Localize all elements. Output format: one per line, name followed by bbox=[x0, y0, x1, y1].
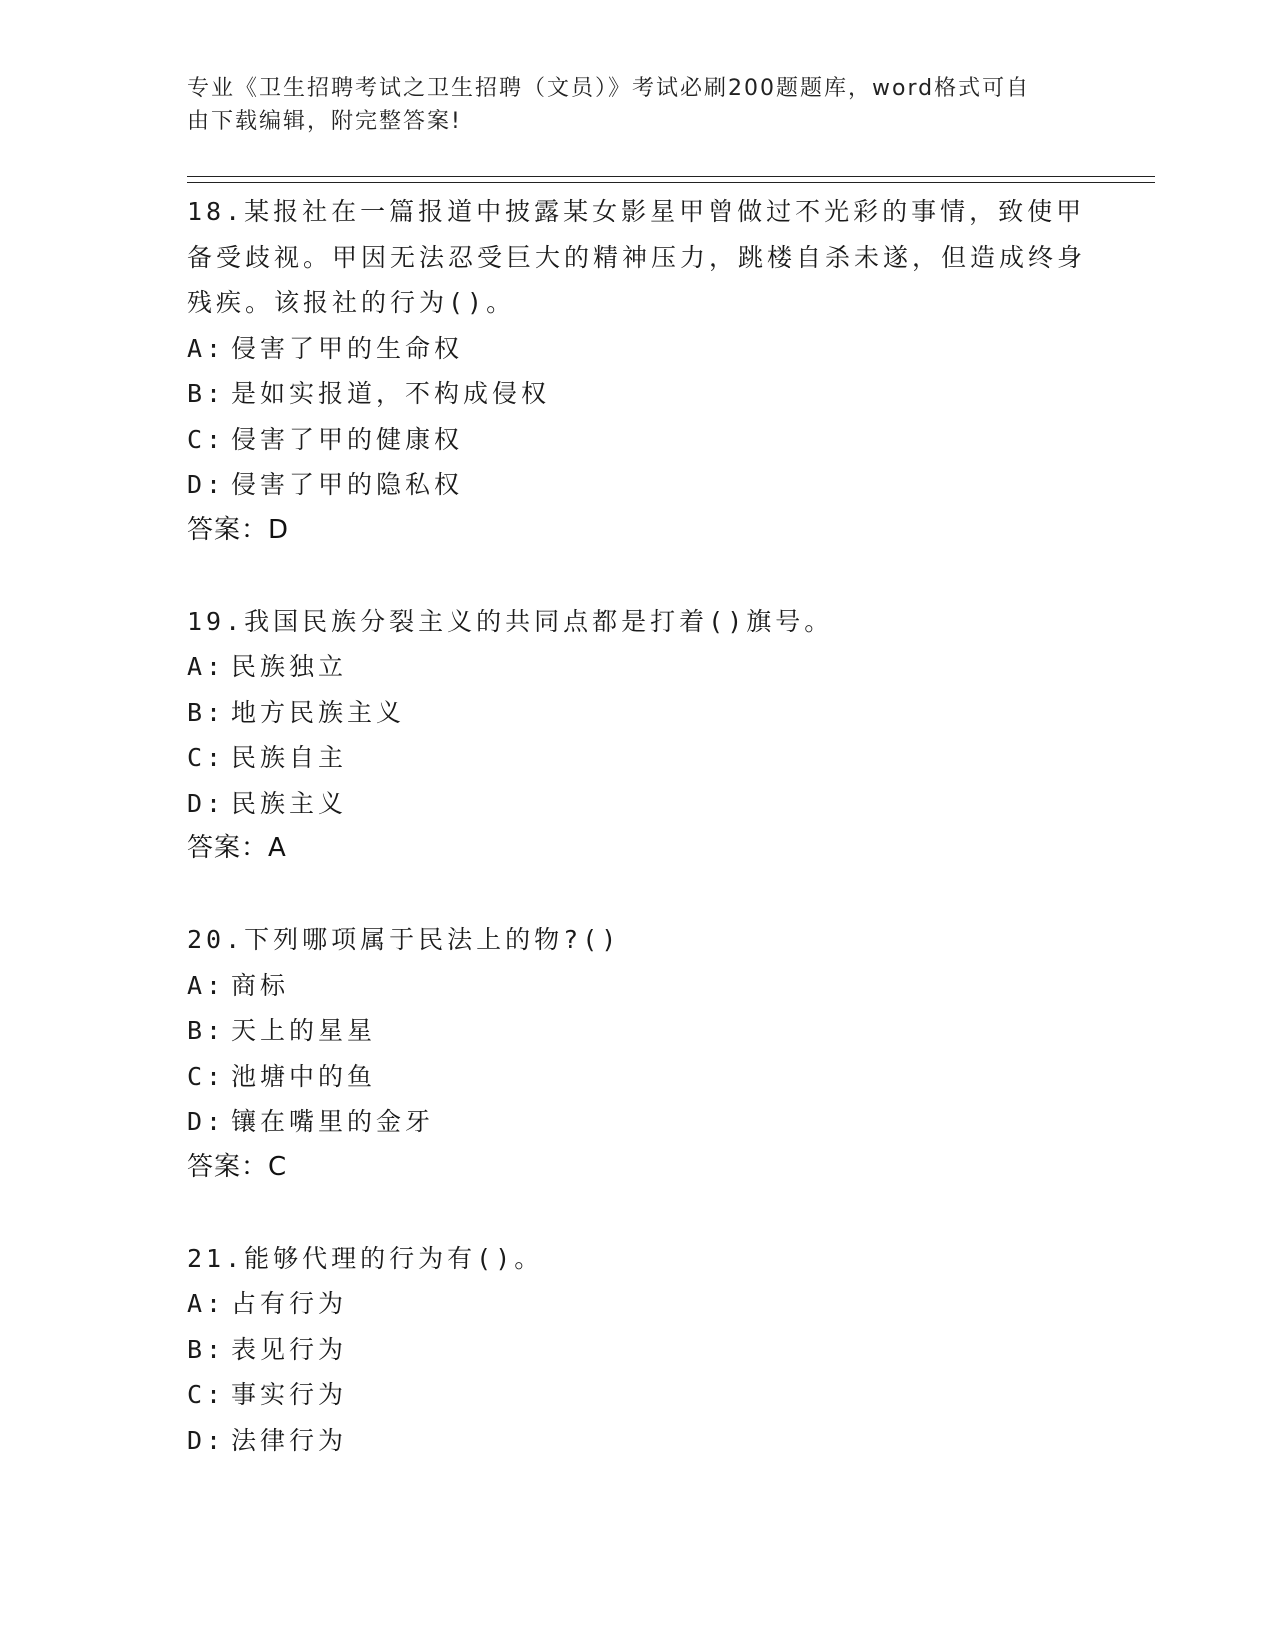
option-text: 侵害了甲的健康权 bbox=[231, 424, 464, 454]
option-text: 商标 bbox=[231, 970, 290, 1000]
option-text: 事实行为 bbox=[231, 1380, 348, 1409]
option-a bbox=[187, 326, 1087, 372]
answer-line: 答案：D bbox=[187, 514, 290, 545]
question-20 bbox=[187, 917, 1087, 1190]
header-rule-top bbox=[187, 176, 1155, 177]
question-text: 20.下列哪项属于民法上的物?() bbox=[187, 925, 621, 954]
option-key: A: bbox=[187, 970, 226, 1000]
header-line-2: 由下载编辑，附完整答案! bbox=[187, 109, 462, 134]
option-text: 侵害了甲的生命权 bbox=[231, 333, 464, 363]
answer-line: 答案：C bbox=[187, 1151, 288, 1182]
header-rule-bottom bbox=[187, 182, 1155, 183]
option-key: D: bbox=[187, 1425, 226, 1455]
option-text: 侵害了甲的隐私权 bbox=[231, 470, 464, 499]
option-a bbox=[187, 963, 1087, 1009]
option-text: 池塘中的鱼 bbox=[231, 1061, 377, 1091]
option-text: 天上的星星 bbox=[231, 1016, 377, 1045]
option-a bbox=[187, 644, 1087, 690]
question-list bbox=[187, 189, 1087, 1509]
option-key: B: bbox=[187, 1016, 226, 1045]
option-key: D: bbox=[187, 1107, 226, 1136]
document-header bbox=[187, 72, 1067, 138]
option-c bbox=[187, 417, 1087, 463]
option-d bbox=[187, 1418, 1087, 1464]
option-key: D: bbox=[187, 470, 226, 499]
option-key: B: bbox=[187, 379, 226, 408]
option-a bbox=[187, 1281, 1087, 1327]
question-18 bbox=[187, 189, 1087, 553]
option-key: A: bbox=[187, 1289, 226, 1318]
question-21 bbox=[187, 1236, 1087, 1464]
header-line-1: 专业《卫生招聘考试之卫生招聘（文员）》考试必刷200题题库，word格式可自 bbox=[187, 76, 1031, 101]
option-d bbox=[187, 1099, 1087, 1145]
option-text: 地方民族主义 bbox=[231, 697, 406, 727]
question-text: 18.某报社在一篇报道中披露某女影星甲曾做过不光彩的事情，致使甲备受歧视。甲因无法忍受巨大的精神压力，跳楼自杀未遂，但造成终身残疾。该报社的行为()。 bbox=[187, 197, 1087, 317]
option-d bbox=[187, 781, 1087, 827]
option-key: C: bbox=[187, 1061, 226, 1091]
option-text: 民族自主 bbox=[231, 743, 348, 772]
option-key: C: bbox=[187, 424, 226, 454]
option-key: A: bbox=[187, 652, 226, 681]
option-b bbox=[187, 1008, 1087, 1054]
option-c bbox=[187, 1372, 1087, 1418]
option-c bbox=[187, 735, 1087, 781]
option-text: 占有行为 bbox=[231, 1289, 348, 1318]
option-text: 是如实报道，不构成侵权 bbox=[231, 379, 551, 408]
option-key: C: bbox=[187, 743, 226, 772]
option-b bbox=[187, 690, 1087, 736]
option-d bbox=[187, 462, 1087, 508]
option-key: C: bbox=[187, 1380, 226, 1409]
option-c bbox=[187, 1054, 1087, 1100]
option-b bbox=[187, 371, 1087, 417]
option-key: B: bbox=[187, 1334, 226, 1364]
answer-line: 答案：A bbox=[187, 833, 287, 863]
option-text: 民族主义 bbox=[231, 788, 348, 818]
option-key: D: bbox=[187, 788, 226, 818]
option-text: 法律行为 bbox=[231, 1425, 348, 1455]
option-key: B: bbox=[187, 697, 226, 727]
option-text: 民族独立 bbox=[231, 652, 348, 681]
option-key: A: bbox=[187, 333, 226, 363]
option-text: 镶在嘴里的金牙 bbox=[231, 1107, 435, 1136]
option-text: 表见行为 bbox=[231, 1334, 348, 1364]
question-19 bbox=[187, 599, 1087, 872]
question-text: 21.能够代理的行为有()。 bbox=[187, 1243, 544, 1273]
question-text: 19.我国民族分裂主义的共同点都是打着()旗号。 bbox=[187, 606, 834, 636]
option-b bbox=[187, 1327, 1087, 1373]
